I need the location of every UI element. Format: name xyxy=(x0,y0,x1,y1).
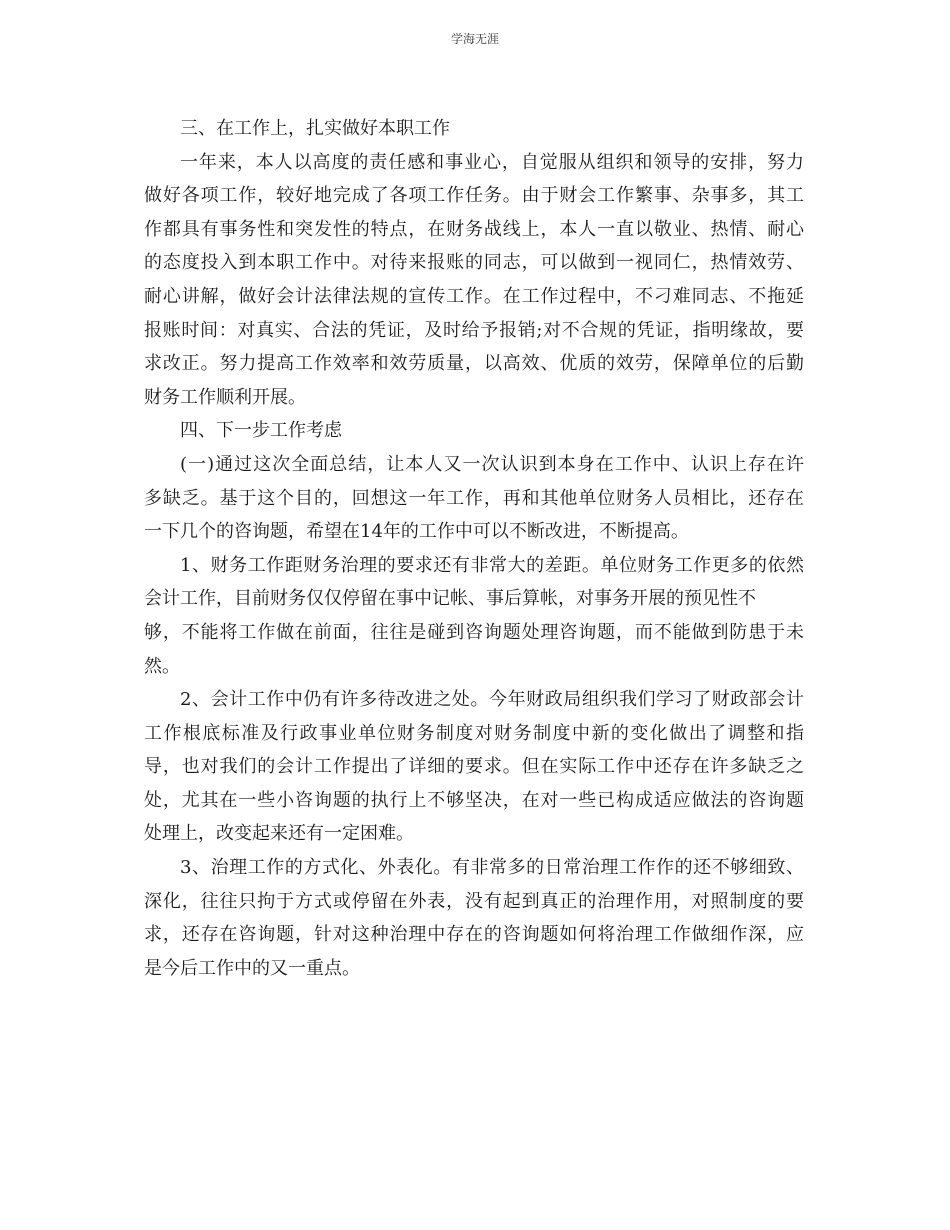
page-header: 学海无涯 xyxy=(450,32,499,46)
paragraph-line: 处，尤其在一些小咨询题的执行上不够坚决，在对一些已构成适应做法的咨询题 xyxy=(144,789,804,811)
paragraph-line: 求，还存在咨询题，针对这种治理中存在的咨询题如何将治理工作做细作深，应 xyxy=(144,924,804,946)
paragraph-line: 会计工作，目前财务仅仅停留在事中记帐、事后算帐，对事务开展的预见性不 xyxy=(144,588,756,610)
document-body xyxy=(144,112,804,985)
paragraph-line: 多缺乏。基于这个目的，回想这一年工作，再和其他单位财务人员相比，还存在 xyxy=(144,487,804,509)
paragraph-line: 是今后工作中的又一重点。 xyxy=(144,957,360,979)
paragraph-line: 财务工作顺利开展。 xyxy=(144,386,306,408)
paragraph-line: 工作根底标准及行政事业单位财务制度对财务制度中新的变化做出了调整和指 xyxy=(144,722,804,744)
paragraph-line: 够，不能将工作做在前面，往往是碰到咨询题处理咨询题，而不能做到防患于未 xyxy=(144,621,804,643)
paragraph-line: 然。 xyxy=(144,655,180,677)
paragraph-line: 1、财务工作距财务治理的要求还有非常大的差距。单位财务工作更多的依然 xyxy=(180,554,804,576)
section-heading: 四、下一步工作考虑 xyxy=(180,420,342,442)
paragraph-line: 2、会计工作中仍有许多待改进之处。今年财政局组织我们学习了财政部会计 xyxy=(180,689,804,711)
paragraph-line: 一下几个的咨询题，希望在14年的工作中可以不断改进，不断提高。 xyxy=(144,521,689,543)
paragraph-line: 一年来，本人以高度的责任感和事业心，自觉服从组织和领导的安排，努力 xyxy=(180,151,804,173)
section-heading: 三、在工作上，扎实做好本职工作 xyxy=(180,118,450,139)
paragraph-line: 的态度投入到本职工作中。对待来报账的同志，可以做到一视同仁，热情效劳、 xyxy=(144,252,804,274)
paragraph-line: 导，也对我们的会计工作提出了详细的要求。但在实际工作中还存在许多缺乏之 xyxy=(144,756,804,778)
paragraph-line: (一)通过这次全面总结，让本人又一次认识到本身在工作中、认识上存在许 xyxy=(180,453,804,475)
paragraph-line: 求改正。努力提高工作效率和效劳质量，以高效、优质的效劳，保障单位的后勤 xyxy=(144,353,804,375)
paragraph-line: 深化，往往只拘于方式或停留在外表，没有起到真正的治理作用，对照制度的要 xyxy=(144,890,804,912)
paragraph-line: 报账时间：对真实、合法的凭证，及时给予报销;对不合规的凭证，指明缘故，要 xyxy=(144,319,804,341)
paragraph-line: 耐心讲解，做好会计法律法规的宣传工作。在工作过程中，不刁难同志、不拖延 xyxy=(144,285,804,307)
paragraph-line: 作都具有事务性和突发性的特点，在财务战线上，本人一直以敬业、热情、耐心 xyxy=(144,218,804,240)
paragraph-line: 3、治理工作的方式化、外表化。有非常多的日常治理工作作的还不够细致、 xyxy=(180,857,804,879)
paragraph-line: 处理上，改变起来还有一定困难。 xyxy=(144,823,414,845)
paragraph-line: 做好各项工作，较好地完成了各项工作任务。由于财会工作繁事、杂事多，其工 xyxy=(144,185,804,207)
